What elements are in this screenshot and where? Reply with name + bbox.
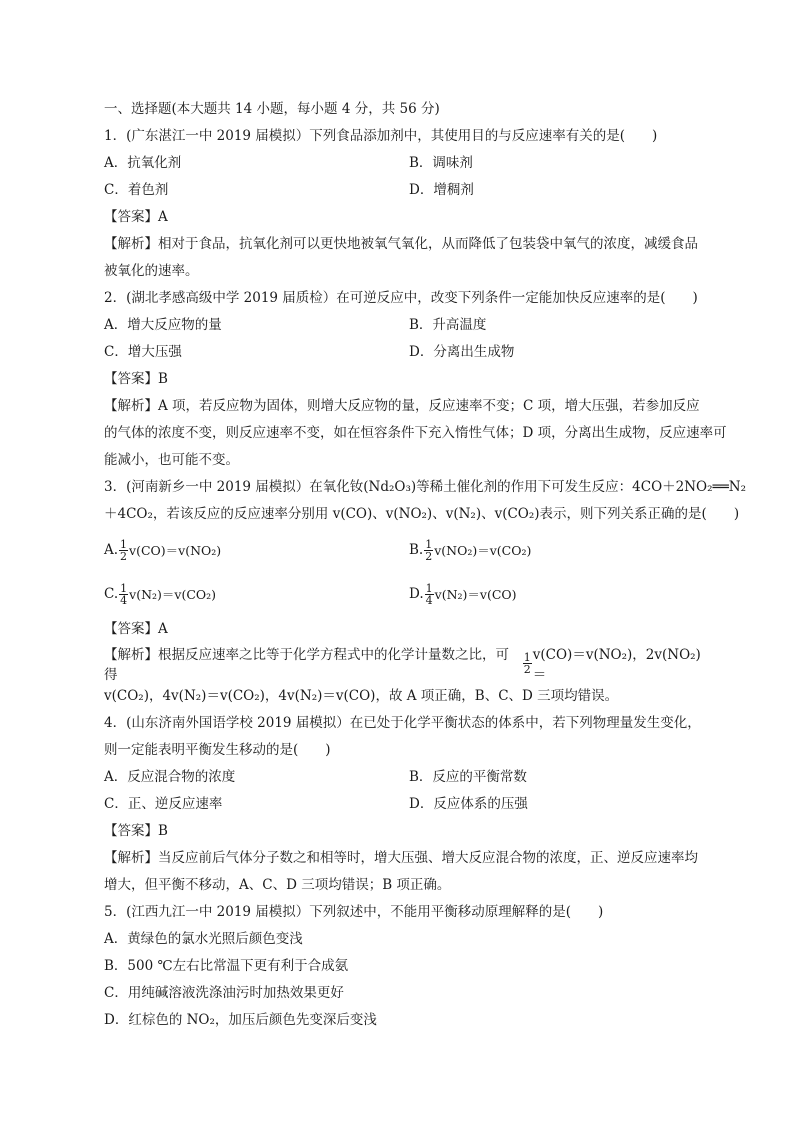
option-d: D．红棕色的 NO₂，加压后颜色先变深后变浅 (104, 1012, 377, 1028)
option-expression: v(N₂)＝v(CO₂) (129, 587, 217, 602)
answer: 【答案】B (104, 371, 168, 387)
option-c: C．用纯碱溶液洗涤油污时加热效果更好 (104, 985, 344, 1001)
option-b (409, 539, 714, 562)
option-row (104, 177, 714, 204)
fraction-denominator: 2 (425, 549, 433, 563)
fraction-numerator: 1 (425, 537, 433, 551)
fraction-numerator: 1 (120, 581, 128, 595)
answer: 【答案】A (104, 209, 168, 225)
analysis-text: v(CO)＝v(NO₂)，2v(NO₂)＝ (532, 647, 701, 683)
fraction (119, 539, 128, 562)
option-a: A．抗氧化剂 (104, 155, 182, 171)
analysis-text: 【解析】根据反应速率之比等于化学方程式中的化学计量数之比，可得 (104, 647, 509, 683)
section-title: 一、选择题(本大题共 14 小题，每小题 4 分，共 56 分) (104, 101, 440, 117)
option-d: D．增稠剂 (409, 182, 474, 198)
analysis-line: 被氧化的速率。 (104, 263, 199, 279)
fraction-numerator: 1 (523, 650, 531, 664)
option-prefix: D. (409, 586, 424, 602)
question-4 (104, 710, 714, 899)
option-row (104, 339, 714, 366)
fraction-denominator: 2 (120, 549, 128, 563)
answer: 【答案】A (104, 621, 168, 637)
analysis-line: 增大，但平衡不移动，A、C、D 三项均错误；B 项正确。 (104, 877, 451, 893)
analysis-line: 能减小，也可能不变。 (104, 452, 239, 468)
option-c (104, 583, 409, 606)
option-prefix: A. (104, 542, 119, 558)
option-a: A．增大反应物的量 (104, 317, 222, 333)
option-b: B．升高温度 (409, 317, 487, 333)
fraction (119, 583, 128, 606)
option-row (104, 764, 714, 791)
analysis-line (104, 643, 714, 683)
option-row (104, 150, 714, 177)
option-c: C．正、逆反应速率 (104, 796, 223, 812)
analysis-line: 的气体的浓度不变，则反应速率不变，如在恒容条件下充入惰性气体；D 项，分离出生成物，反应速率可 (104, 425, 727, 441)
option-expression: v(CO)＝v(NO₂) (129, 543, 222, 558)
option-prefix: B. (409, 542, 424, 558)
option-a: A．黄绿色的氯水光照后颜色变浅 (104, 931, 303, 947)
question-stem: 3．(河南新乡一中 2019 届模拟）在氧化钕(Nd₂O₃)等稀土催化剂的作用下可发生反应：4CO＋2NO₂══N₂ (104, 479, 747, 495)
option-row (104, 572, 714, 616)
question-5 (104, 899, 714, 1034)
fraction-numerator: 1 (425, 581, 433, 595)
fraction (424, 539, 433, 562)
option-c: C．着色剂 (104, 182, 169, 198)
option-a (104, 539, 409, 562)
option-row (104, 312, 714, 339)
fraction-denominator: 4 (120, 593, 128, 607)
option-expression: v(N₂)＝v(CO) (434, 587, 517, 602)
option-expression: v(NO₂)＝v(CO₂) (434, 543, 532, 558)
fraction (523, 652, 532, 675)
option-prefix: C. (104, 586, 119, 602)
question-stem: ＋4CO₂，若该反应的反应速率分别用 v(CO)、v(NO₂)、v(N₂)、v(CO₂)表示，则下列关系正确的是( ) (104, 506, 740, 522)
fraction-denominator: 2 (523, 662, 531, 676)
question-stem: 4．(山东济南外国语学校 2019 届模拟）在已处于化学平衡状态的体系中，若下列物理量发生变化， (104, 715, 701, 731)
question-stem: 则一定能表明平衡发生移动的是( ) (104, 742, 331, 758)
question-content (104, 96, 747, 1034)
option-b: B．调味剂 (409, 155, 473, 171)
option-a: A．反应混合物的浓度 (104, 769, 236, 785)
fraction-denominator: 4 (425, 593, 433, 607)
option-d (409, 583, 714, 606)
analysis-line: v(CO₂)，4v(N₂)＝v(CO₂)，4v(N₂)＝v(CO)，故 A 项正确，B、C、D 三项均错误。 (104, 688, 619, 704)
option-row (104, 791, 714, 818)
answer: 【答案】B (104, 823, 168, 839)
option-row (104, 528, 714, 572)
question-stem: 5．(江西九江一中 2019 届模拟）下列叙述中，不能用平衡移动原理解释的是( ) (104, 904, 604, 920)
question-stem: 2．(湖北孝感高级中学 2019 届质检）在可逆反应中，改变下列条件一定能加快反应速率的是( ) (104, 290, 698, 306)
analysis-line: 【解析】相对于食品，抗氧化剂可以更快地被氧气氧化，从而降低了包装袋中氧气的浓度，减缓食品 (104, 236, 698, 252)
option-d: D．反应体系的压强 (409, 796, 528, 812)
question-3 (104, 474, 747, 710)
question-stem: 1．(广东湛江一中 2019 届模拟）下列食品添加剂中，其使用目的与反应速率有关的是( ) (104, 128, 658, 144)
option-b: B．500 ℃左右比常温下更有利于合成氨 (104, 958, 349, 974)
fraction (425, 583, 434, 606)
analysis-line: 【解析】A 项，若反应物为固体，则增大反应物的量，反应速率不变；C 项，增大压强，若参加反应 (104, 398, 700, 414)
option-c: C．增大压强 (104, 344, 182, 360)
fraction-numerator: 1 (120, 537, 128, 551)
option-b: B．反应的平衡常数 (409, 769, 527, 785)
question-2 (104, 285, 727, 474)
analysis-line: 【解析】当反应前后气体分子数之和相等时，增大压强、增大反应混合物的浓度，正、逆反应速率均 (104, 850, 698, 866)
question-1 (104, 123, 714, 285)
option-d: D．分离出生成物 (409, 344, 515, 360)
